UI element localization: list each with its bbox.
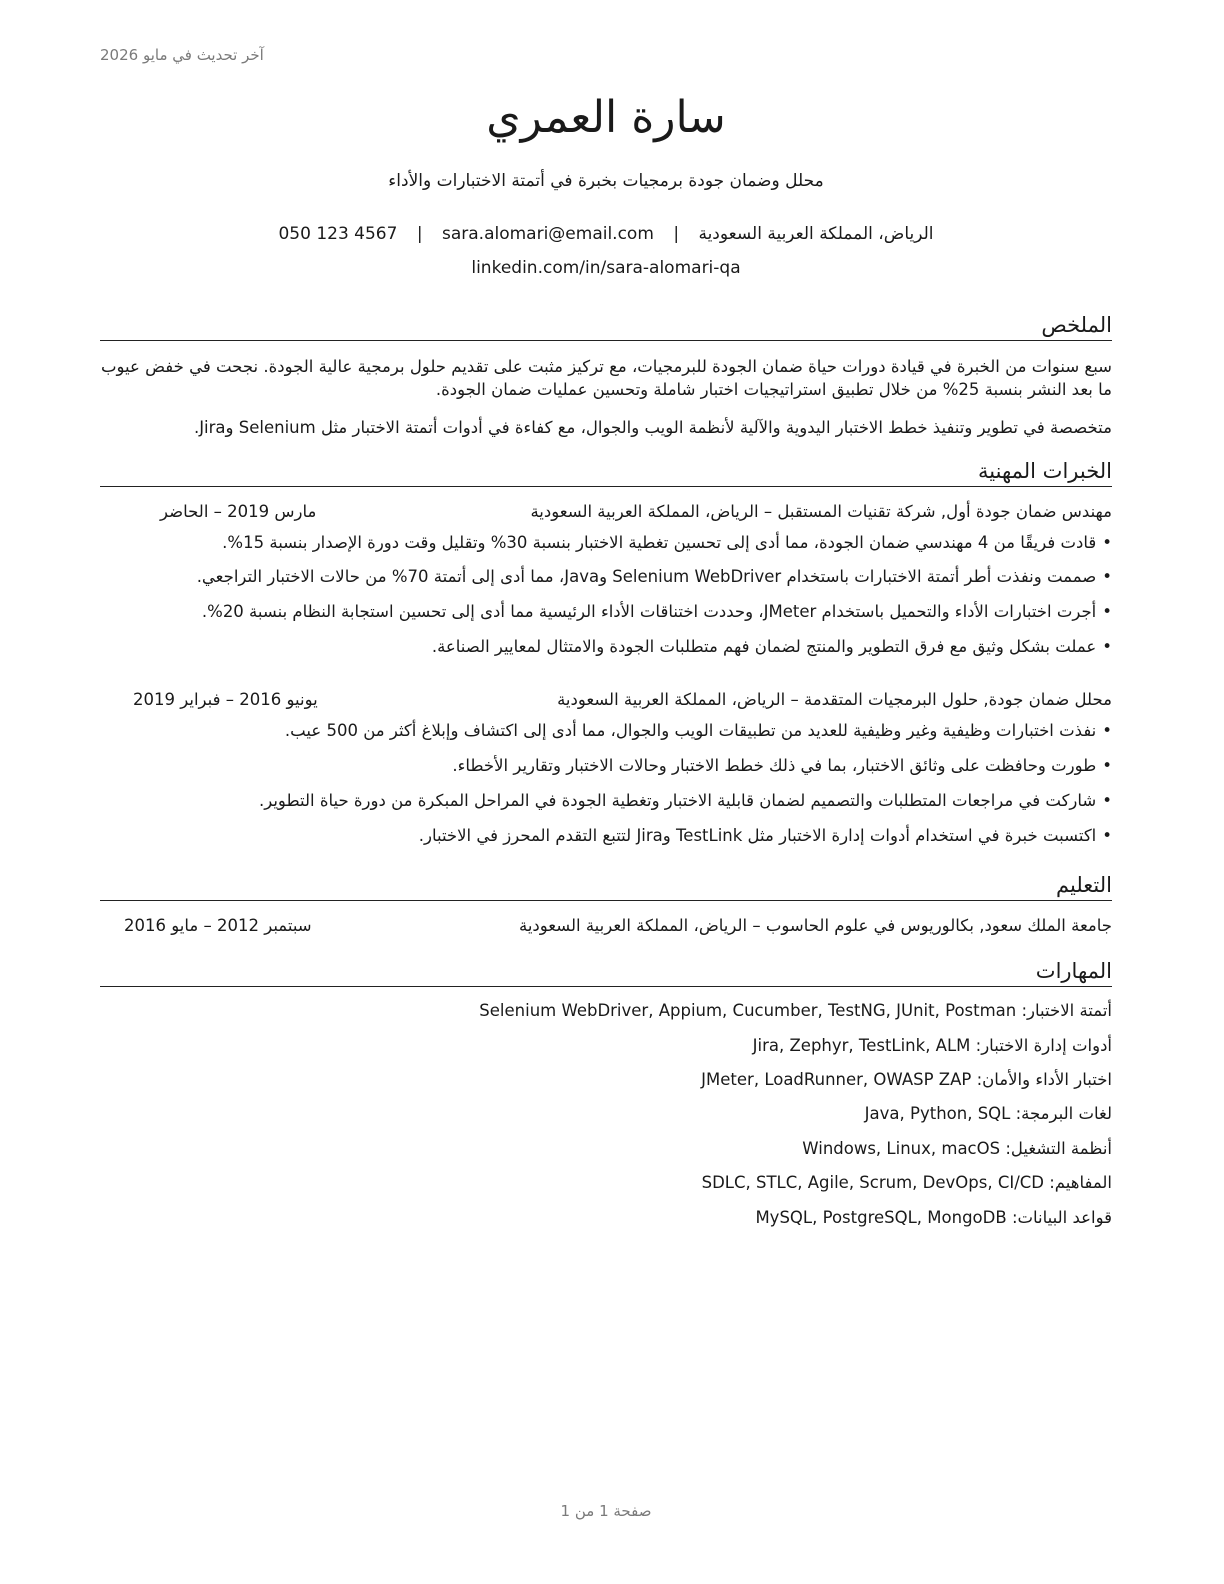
contact-separator: | [416, 224, 423, 244]
skill-value: MySQL, PostgreSQL, MongoDB [755, 1208, 1007, 1227]
skill-row [100, 1208, 1112, 1227]
job-header [100, 502, 1112, 526]
resume-page [100, 0, 1112, 1584]
candidate-name: سارة العمري [486, 92, 726, 143]
skill-label: لغات البرمجة: [1015, 1104, 1112, 1123]
summary-paragraph-2: متخصصة في تطوير وتنفيذ خطط الاختبار اليدوية والآلية لأنظمة الويب والجوال، مع كفاءة في أدوات أتمتة الاختبار مثل Selenium وJira. [193, 418, 1112, 437]
section-title-experience: الخبرات المهنية [100, 458, 1112, 487]
skill-value: Jira, Zephyr, TestLink, ALM [752, 1036, 971, 1055]
skill-row [100, 1001, 1112, 1020]
skill-label: أدوات إدارة الاختبار: [975, 1036, 1112, 1055]
job-bullet: •عملت بشكل وثيق مع فرق التطوير والمنتج لضمان فهم متطلبات الجودة والامتثال لمعايير الصناعة. [431, 637, 1112, 656]
skill-label: أنظمة التشغيل: [1005, 1139, 1112, 1158]
skill-row [100, 1173, 1112, 1192]
contact-phone: 050 123 4567 [278, 224, 398, 244]
contact-location: الرياض، المملكة العربية السعودية [698, 224, 934, 244]
job-title: مهندس ضمان جودة أول, شركة تقنيات المستقبل – الرياض، المملكة العربية السعودية [530, 502, 1112, 521]
job-bullet: •شاركت في مراجعات المتطلبات والتصميم لضمان قابلية الاختبار وتغطية الجودة في المراحل المبكرة من دورة حياة التطوير. [258, 791, 1112, 810]
job-bullet: •قادت فريقًا من 4 مهندسي ضمان الجودة، مما أدى إلى تحسين تغطية الاختبار بنسبة 30% وتقليل وقت دورة الإصدار بنسبة 15%. [222, 533, 1112, 552]
section-title-summary: الملخص [100, 312, 1112, 341]
job-bullet: •أجرت اختبارات الأداء والتحميل باستخدام JMeter، وحددت اختناقات الأداء الرئيسية مما أدى إلى تحسين استجابة النظام بنسبة 20%. [201, 602, 1112, 621]
skill-value: JMeter, LoadRunner, OWASP ZAP [701, 1070, 972, 1089]
skill-value: Windows, Linux, macOS [802, 1139, 1001, 1158]
section-title-education: التعليم [100, 872, 1112, 901]
job-title: محلل ضمان جودة, حلول البرمجيات المتقدمة – الرياض، المملكة العربية السعودية [557, 690, 1112, 709]
skill-row [100, 1070, 1112, 1089]
skill-label: المفاهيم: [1049, 1173, 1112, 1192]
contact-line [100, 224, 1112, 244]
skill-row [100, 1139, 1112, 1158]
job-bullet: •اكتسبت خبرة في استخدام أدوات إدارة الاختبار مثل TestLink وJira لتتبع التقدم المحرز في الاختبار. [418, 826, 1112, 845]
linkedin-link[interactable]: linkedin.com/in/sara-alomari-qa [471, 258, 741, 278]
job-dates: يونيو 2016 – فبراير 2019 [133, 690, 318, 709]
skill-value: Selenium WebDriver, Appium, Cucumber, TestNG, JUnit, Postman [479, 1001, 1017, 1020]
skill-value: SDLC, STLC, Agile, Scrum, DevOps, CI/CD [701, 1173, 1044, 1192]
skill-label: أتمتة الاختبار: [1021, 1001, 1112, 1020]
job-bullet: •صممت ونفذت أطر أتمتة الاختبارات باستخدام Selenium WebDriver وJava، مما أدى إلى أتمتة 70% من حالات الاختبار التراجعي. [196, 567, 1112, 586]
summary-paragraph-1: سبع سنوات من الخبرة في قيادة دورات حياة ضمان الجودة للبرمجيات، مع تركيز مثبت على تقديم حلول برمجية عالية الجودة. نجحت في خفض عيوب ما بعد النشر بنسبة 25% من خلال تطبيق استراتيجيات اختبار شاملة وتحسين عمليات ضمان الجودة. [100, 357, 1112, 399]
contact-email[interactable]: sara.alomari@email.com [441, 224, 654, 244]
contact-separator: | [673, 224, 680, 244]
job-bullet: •طورت وحافظت على وثائق الاختبار، بما في ذلك خطط الاختبار وحالات الاختبار وتقارير الأخطاء. [452, 756, 1112, 775]
education-entry [100, 916, 1112, 940]
education-degree: جامعة الملك سعود, بكالوريوس في علوم الحاسوب – الرياض، المملكة العربية السعودية [518, 916, 1112, 935]
section-title-skills: المهارات [100, 958, 1112, 987]
job-bullet: •نفذت اختبارات وظيفية وغير وظيفية للعديد من تطبيقات الويب والجوال، مما أدى إلى اكتشاف وإبلاغ أكثر من 500 عيب. [284, 721, 1112, 740]
page-number: صفحة 1 من 1 [560, 1502, 652, 1520]
education-dates: سبتمبر 2012 – مايو 2016 [124, 916, 312, 935]
skill-row [100, 1104, 1112, 1123]
last-updated: آخر تحديث في مايو 2026 [100, 46, 264, 64]
job-header [100, 690, 1112, 714]
skill-label: اختبار الأداء والأمان: [976, 1070, 1112, 1089]
skill-row [100, 1036, 1112, 1055]
job-dates: مارس 2019 – الحاضر [160, 502, 317, 521]
skill-label: قواعد البيانات: [1011, 1208, 1112, 1227]
candidate-tagline: محلل وضمان جودة برمجيات بخبرة في أتمتة الاختبارات والأداء [388, 171, 824, 191]
skill-value: Java, Python, SQL [864, 1104, 1011, 1123]
